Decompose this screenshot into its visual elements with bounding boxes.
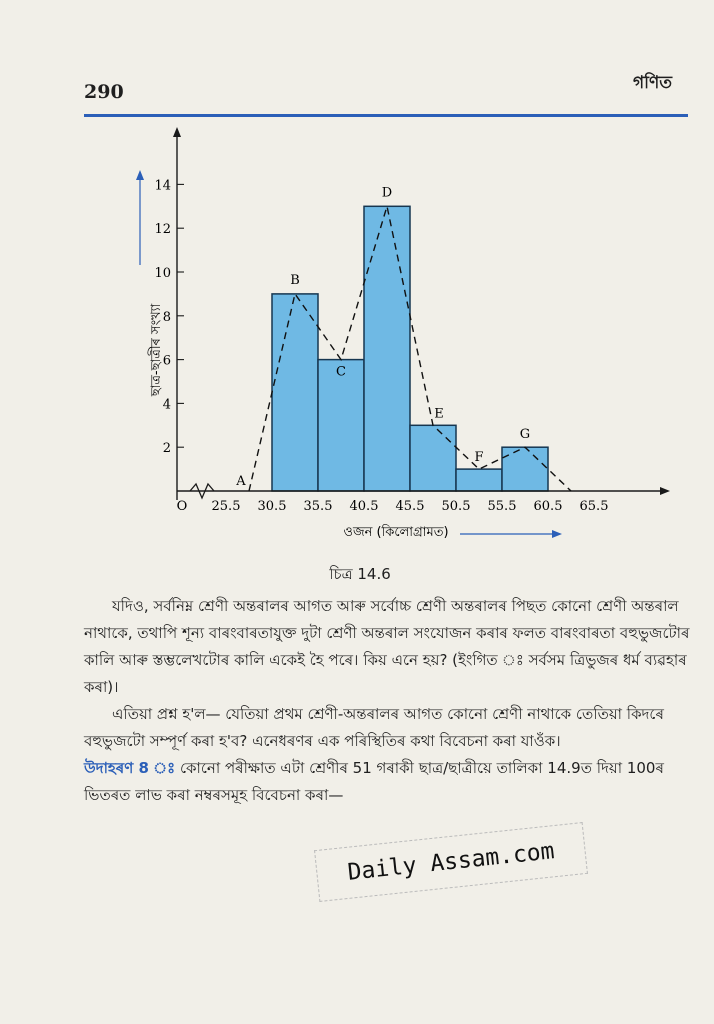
example-text: কোনো পৰীক্ষাত এটা শ্ৰেণীৰ 51 গৰাকী ছাত্ৰ/ছাত্ৰীয়ে তালিকা 14.9ত দিয়া 100ৰ ভিতৰত লাভ কৰা নম্বৰসমূহ বিবেচনা কৰা—	[84, 759, 664, 804]
y-arrow	[136, 170, 144, 265]
histogram-bar-6	[502, 447, 548, 491]
paragraph-1: যদিও, সৰ্বনিম্ন শ্ৰেণী অন্তৰালৰ আগত আৰু সৰ্বোচ্চ শ্ৰেণী অন্তৰালৰ পিছত কোনো শ্ৰেণী অন্তৰাল নাথাকে, তথাপি শূন্য বাৰংবাৰতাযুক্ত দুটা শ্ৰেণী অন্তৰাল সংযোজন কৰাৰ ফলত বাৰংবাৰতা বহুভুজটোৰ কালি আৰু স্তম্ভলেখটোৰ কালি একেই হৈ পৰে। কিয় এনে হয়? (ইংগিত ঃ সৰ্বসম ত্ৰিভুজৰ ধৰ্ম ব্যৱহাৰ কৰা)।	[84, 597, 690, 696]
y-tick-label-10: 10	[154, 266, 171, 281]
example-label: উদাহৰণ 8 ঃ	[84, 759, 176, 777]
x-tick-label-8: 65.5	[579, 499, 609, 514]
x-arrow	[460, 530, 562, 538]
x-axis-arrowhead	[660, 487, 670, 495]
point-label-f: F	[474, 450, 484, 466]
y-tick-label-4: 4	[162, 397, 171, 413]
x-tick-label-5: 50.5	[441, 499, 471, 514]
example-paragraph	[84, 755, 690, 809]
x-tick-label-6: 55.5	[487, 499, 517, 514]
watermark-logo: Daily Assam.com	[314, 822, 588, 902]
histogram-bar-5	[456, 469, 502, 491]
y-axis-label: ছাত্ৰ-ছাত্ৰীৰ সংখ্যা	[149, 303, 164, 397]
x-axis-label: ওজন (কিলোগ্ৰামত)	[343, 525, 449, 540]
x-tick-label-4: 45.5	[395, 499, 425, 514]
point-label-d: D	[381, 185, 393, 201]
y-tick-label-2: 2	[162, 441, 171, 457]
point-label-b: B	[290, 272, 300, 288]
point-label-c: C	[336, 364, 346, 380]
x-tick-label-2: 35.5	[303, 499, 333, 514]
histogram-bar-3	[364, 206, 410, 491]
point-label-a: A	[236, 474, 246, 489]
figure-caption: চিত্ৰ 14.6	[329, 565, 391, 583]
origin-label: O	[176, 499, 188, 514]
y-tick-label-14: 14	[154, 178, 171, 194]
x-tick-label-1: 30.5	[257, 499, 287, 514]
page-number: 290	[84, 81, 124, 103]
paragraph-2: এতিয়া প্ৰশ্ন হ'ল— যেতিয়া প্ৰথম শ্ৰেণী-অন্তৰালৰ আগত কোনো শ্ৰেণী নাথাকে তেতিয়া কিদৰে বহুভুজটো সম্পূৰ্ণ কৰা হ'ব? এনেধৰণৰ এক পৰিস্থিতিৰ কথা বিবেচনা কৰা যাওঁক।	[84, 705, 664, 750]
x-tick-label-0: 25.5	[211, 499, 241, 514]
histogram-bars	[272, 206, 548, 491]
point-label-e: E	[434, 406, 444, 422]
x-tick-label-3: 40.5	[349, 499, 379, 514]
y-tick-label-12: 12	[154, 222, 171, 238]
running-head: গণিত	[632, 73, 672, 93]
histogram-bar-1	[272, 294, 318, 491]
y-axis-arrowhead	[173, 127, 181, 137]
y-tick-label-6: 6	[162, 353, 171, 369]
y-tick-label-8: 8	[162, 309, 171, 325]
x-tick-label-7: 60.5	[533, 499, 563, 514]
histogram-bar-4	[410, 425, 456, 491]
point-label-g: G	[519, 427, 531, 443]
